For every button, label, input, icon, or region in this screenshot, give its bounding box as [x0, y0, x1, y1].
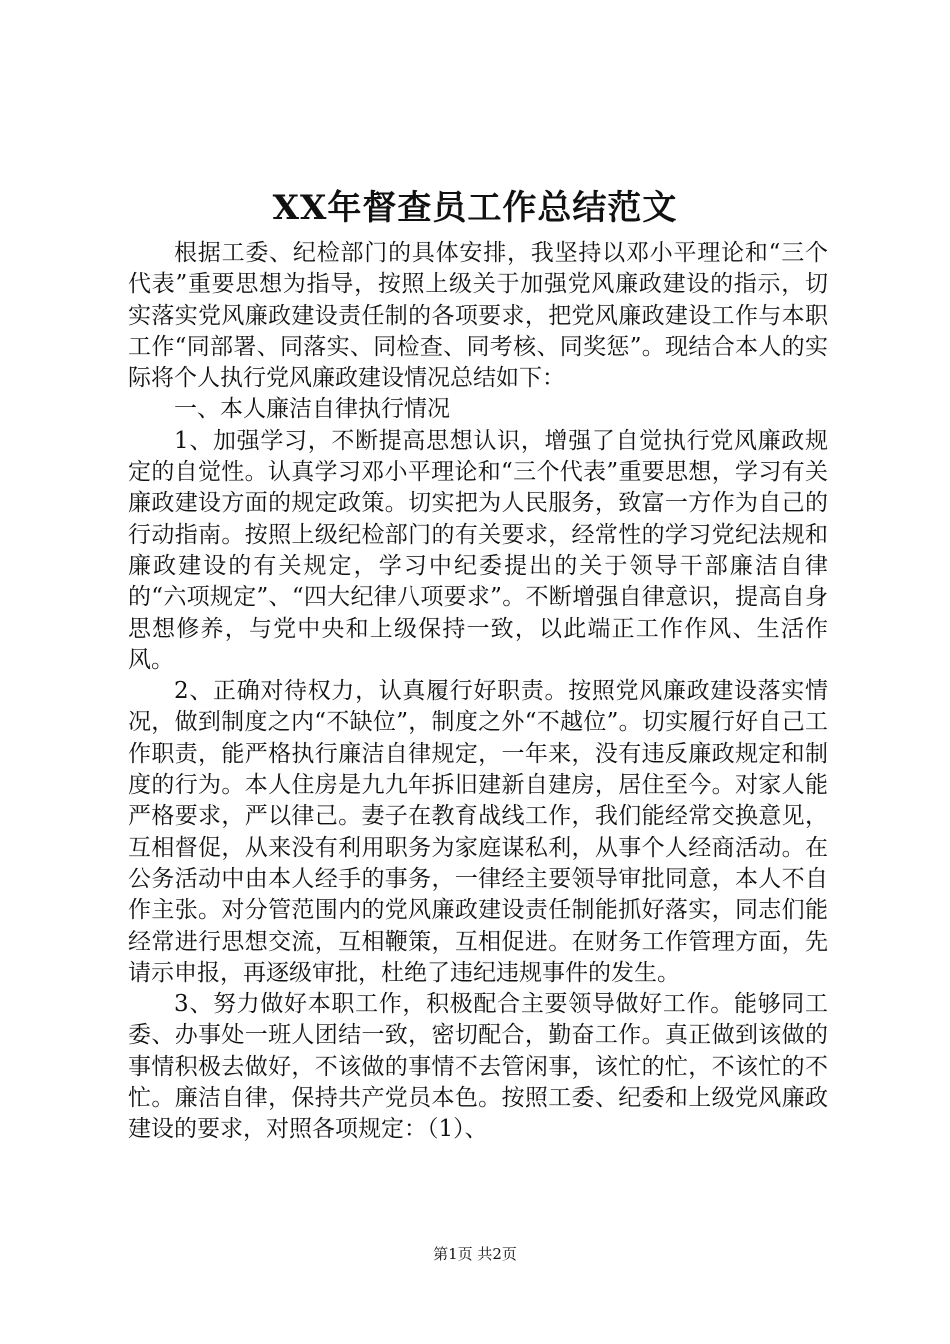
page-footer: 第1页 共2页: [433, 1245, 517, 1263]
intro-paragraph: 根据工委、纪检部门的具体安排，我坚持以邓小平理论和“三个代表”重要思想为指导，按照上级关于加强党风廉政建设的指示，切实落实党风廉政建设责任制的各项要求，把党风廉政建设工作与本职工作“同部署、同落实、同检查、同考核、同奖惩”。现结合本人的实际将个人执行党风廉政建设情况总结如下：: [128, 240, 828, 392]
section-heading: 一、本人廉洁自律执行情况: [174, 396, 450, 423]
document-body: [128, 238, 828, 1146]
paragraph-2: 2、正确对待权力，认真履行好职责。按照党风廉政建设落实情况，做到制度之内“不缺位”，制度之外“不越位”。切实履行好自己工作职责，能严格执行廉洁自律规定，一年来，没有违反廉政规定和制度的行为。本人住房是九九年拆旧建新自建房，居住至今。对家人能严格要求，严以律己。妻子在教育战线工作，我们能经常交换意见，互相督促，从来没有利用职务为家庭谋私利，从事个人经商活动。在公务活动中由本人经手的事务，一律经主要领导审批同意，本人不自作主张。对分管范围内的党风廉政建设责任制能抓好落实，同志们能经常进行思想交流，互相鞭策，互相促进。在财务工作管理方面，先请示申报，再逐级审批，杜绝了违纪违规事件的发生。: [128, 678, 828, 986]
document-title: XX年督查员工作总结范文: [272, 188, 678, 228]
paragraph-1: 1、加强学习，不断提高思想认识，增强了自觉执行党风廉政规定的自觉性。认真学习邓小平理论和“三个代表”重要思想，学习有关廉政建设方面的规定政策。切实把为人民服务，致富一方作为自己的行动指南。按照上级纪检部门的有关要求，经常性的学习党纪法规和廉政建设的有关规定，学习中纪委提出的关于领导干部廉洁自律的“六项规定”、“四大纪律八项要求”。不断增强自律意识，提高自身思想修养，与党中央和上级保持一致，以此端正工作作风、生活作风。: [128, 427, 828, 673]
paragraph-3: 3、努力做好本职工作，积极配合主要领导做好工作。能够同工委、办事处一班人团结一致，密切配合，勤奋工作。真正做到该做的事情积极去做好，不该做的事情不去管闲事，该忙的忙，不该忙的不忙。廉洁自律，保持共产党员本色。按照工委、纪委和上级党风廉政建设的要求，对照各项规定：（1）、: [128, 991, 828, 1143]
